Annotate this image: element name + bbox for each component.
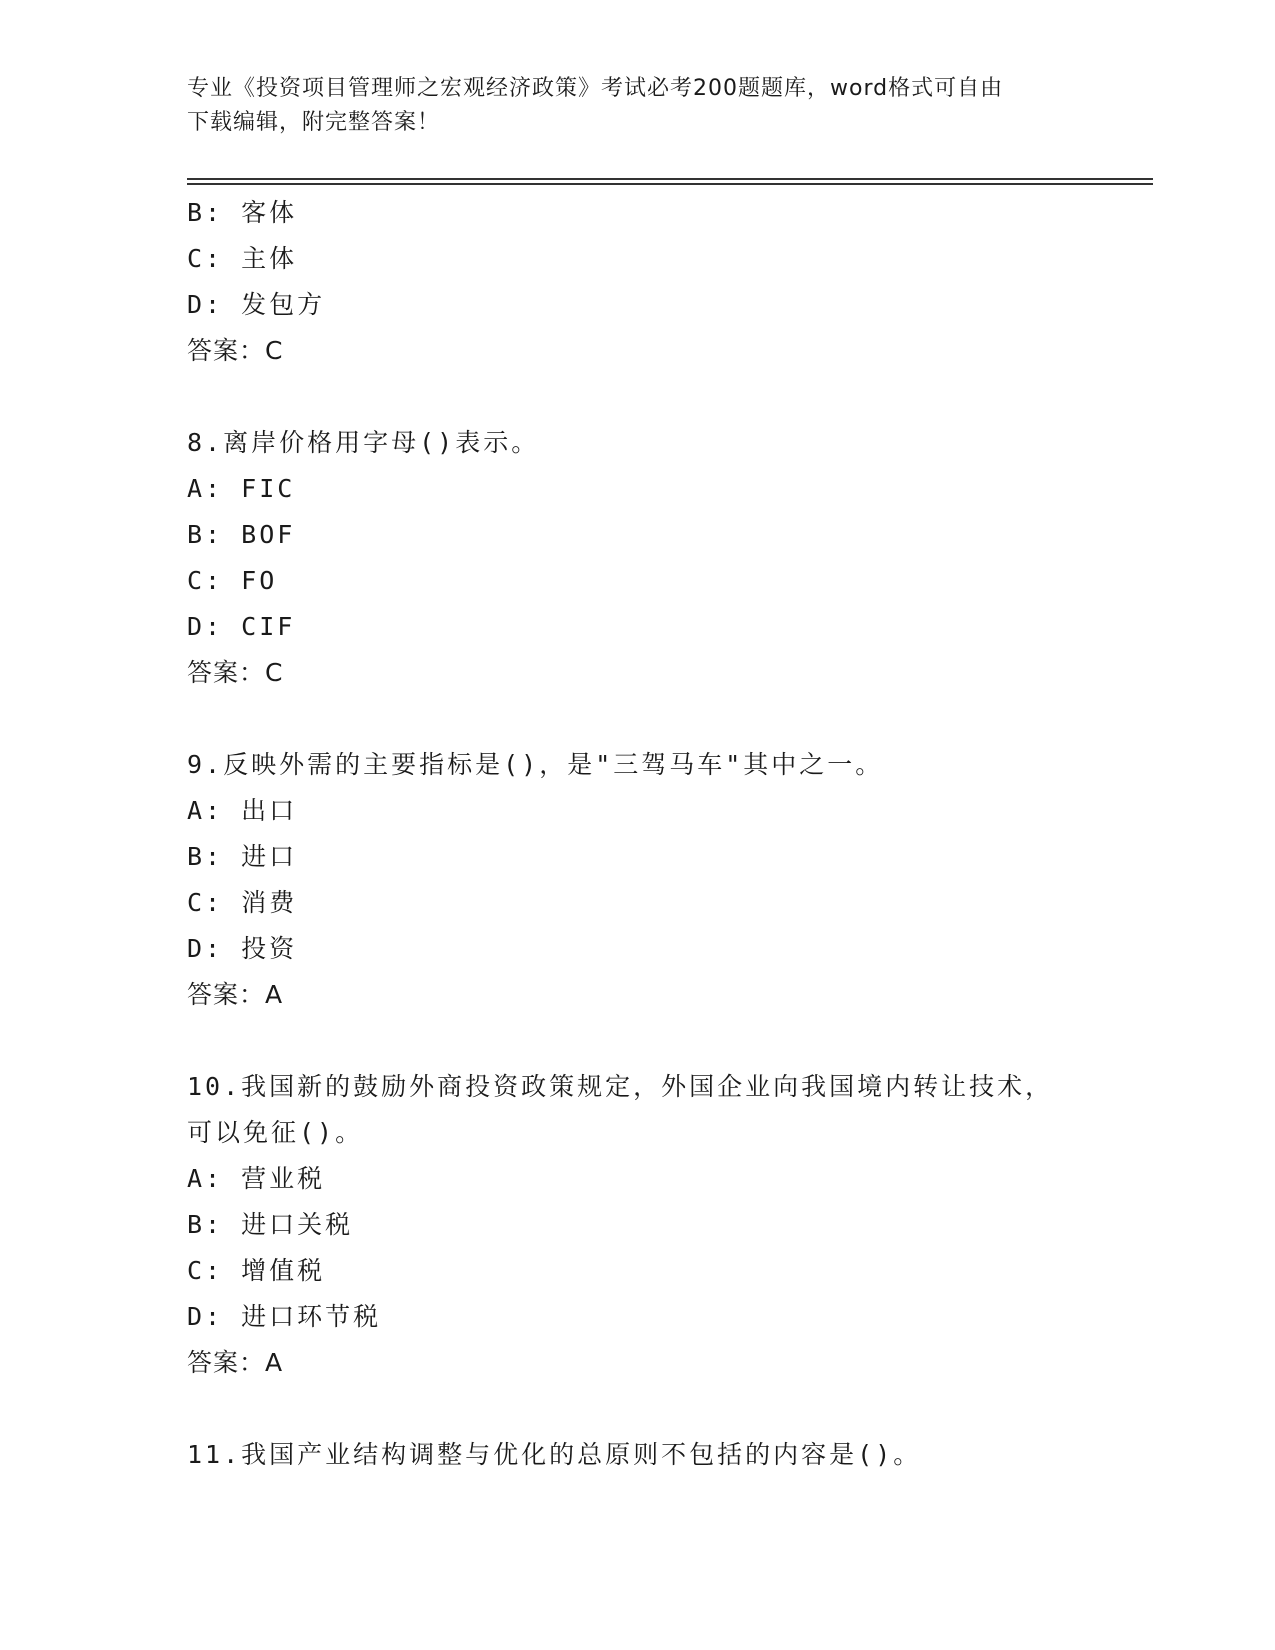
question-list (187, 190, 1067, 1478)
option-b: B: 进口关税 (187, 1210, 354, 1239)
question-text: 8.离岸价格用字母()表示。 (187, 428, 540, 457)
option-b: B: BOF (187, 520, 296, 549)
option-a: A: 出口 (187, 796, 298, 825)
answer: 答案：A (187, 980, 284, 1009)
option-c: C: 主体 (187, 244, 298, 273)
option-c: C: FO (187, 566, 278, 595)
header-divider-bottom (187, 183, 1153, 185)
option-b: B: 进口 (187, 842, 298, 871)
question-text-line-2: 可以免征()。 (187, 1118, 364, 1147)
option-d: D: 发包方 (187, 290, 326, 319)
question-11 (187, 1432, 1067, 1478)
option-d: D: 投资 (187, 934, 298, 963)
header-divider-top (187, 178, 1153, 180)
option-a: A: FIC (187, 474, 296, 503)
header-line-2: 下载编辑，附完整答案！ (187, 110, 441, 135)
option-c: C: 增值税 (187, 1256, 326, 1285)
option-b: B: 客体 (187, 198, 298, 227)
option-a: A: 营业税 (187, 1164, 326, 1193)
question-10 (187, 1064, 1067, 1386)
question-text: 11.我国产业结构调整与优化的总原则不包括的内容是()。 (187, 1440, 922, 1469)
question-7-continued (187, 190, 1067, 374)
question-text: 9.反映外需的主要指标是()，是"三驾马车"其中之一。 (187, 750, 884, 779)
answer: 答案：A (187, 1348, 284, 1377)
document-header (187, 72, 1067, 140)
answer: 答案：C (187, 658, 284, 687)
question-9 (187, 742, 1067, 1018)
option-d: D: 进口环节税 (187, 1302, 382, 1331)
question-text-line-1: 10.我国新的鼓励外商投资政策规定，外国企业向我国境内转让技术， (187, 1072, 1054, 1101)
header-line-1: 专业《投资项目管理师之宏观经济政策》考试必考200题题库，word格式可自由 (187, 76, 1004, 101)
option-c: C: 消费 (187, 888, 298, 917)
answer: 答案：C (187, 336, 284, 365)
question-8 (187, 420, 1067, 696)
option-d: D: CIF (187, 612, 296, 641)
